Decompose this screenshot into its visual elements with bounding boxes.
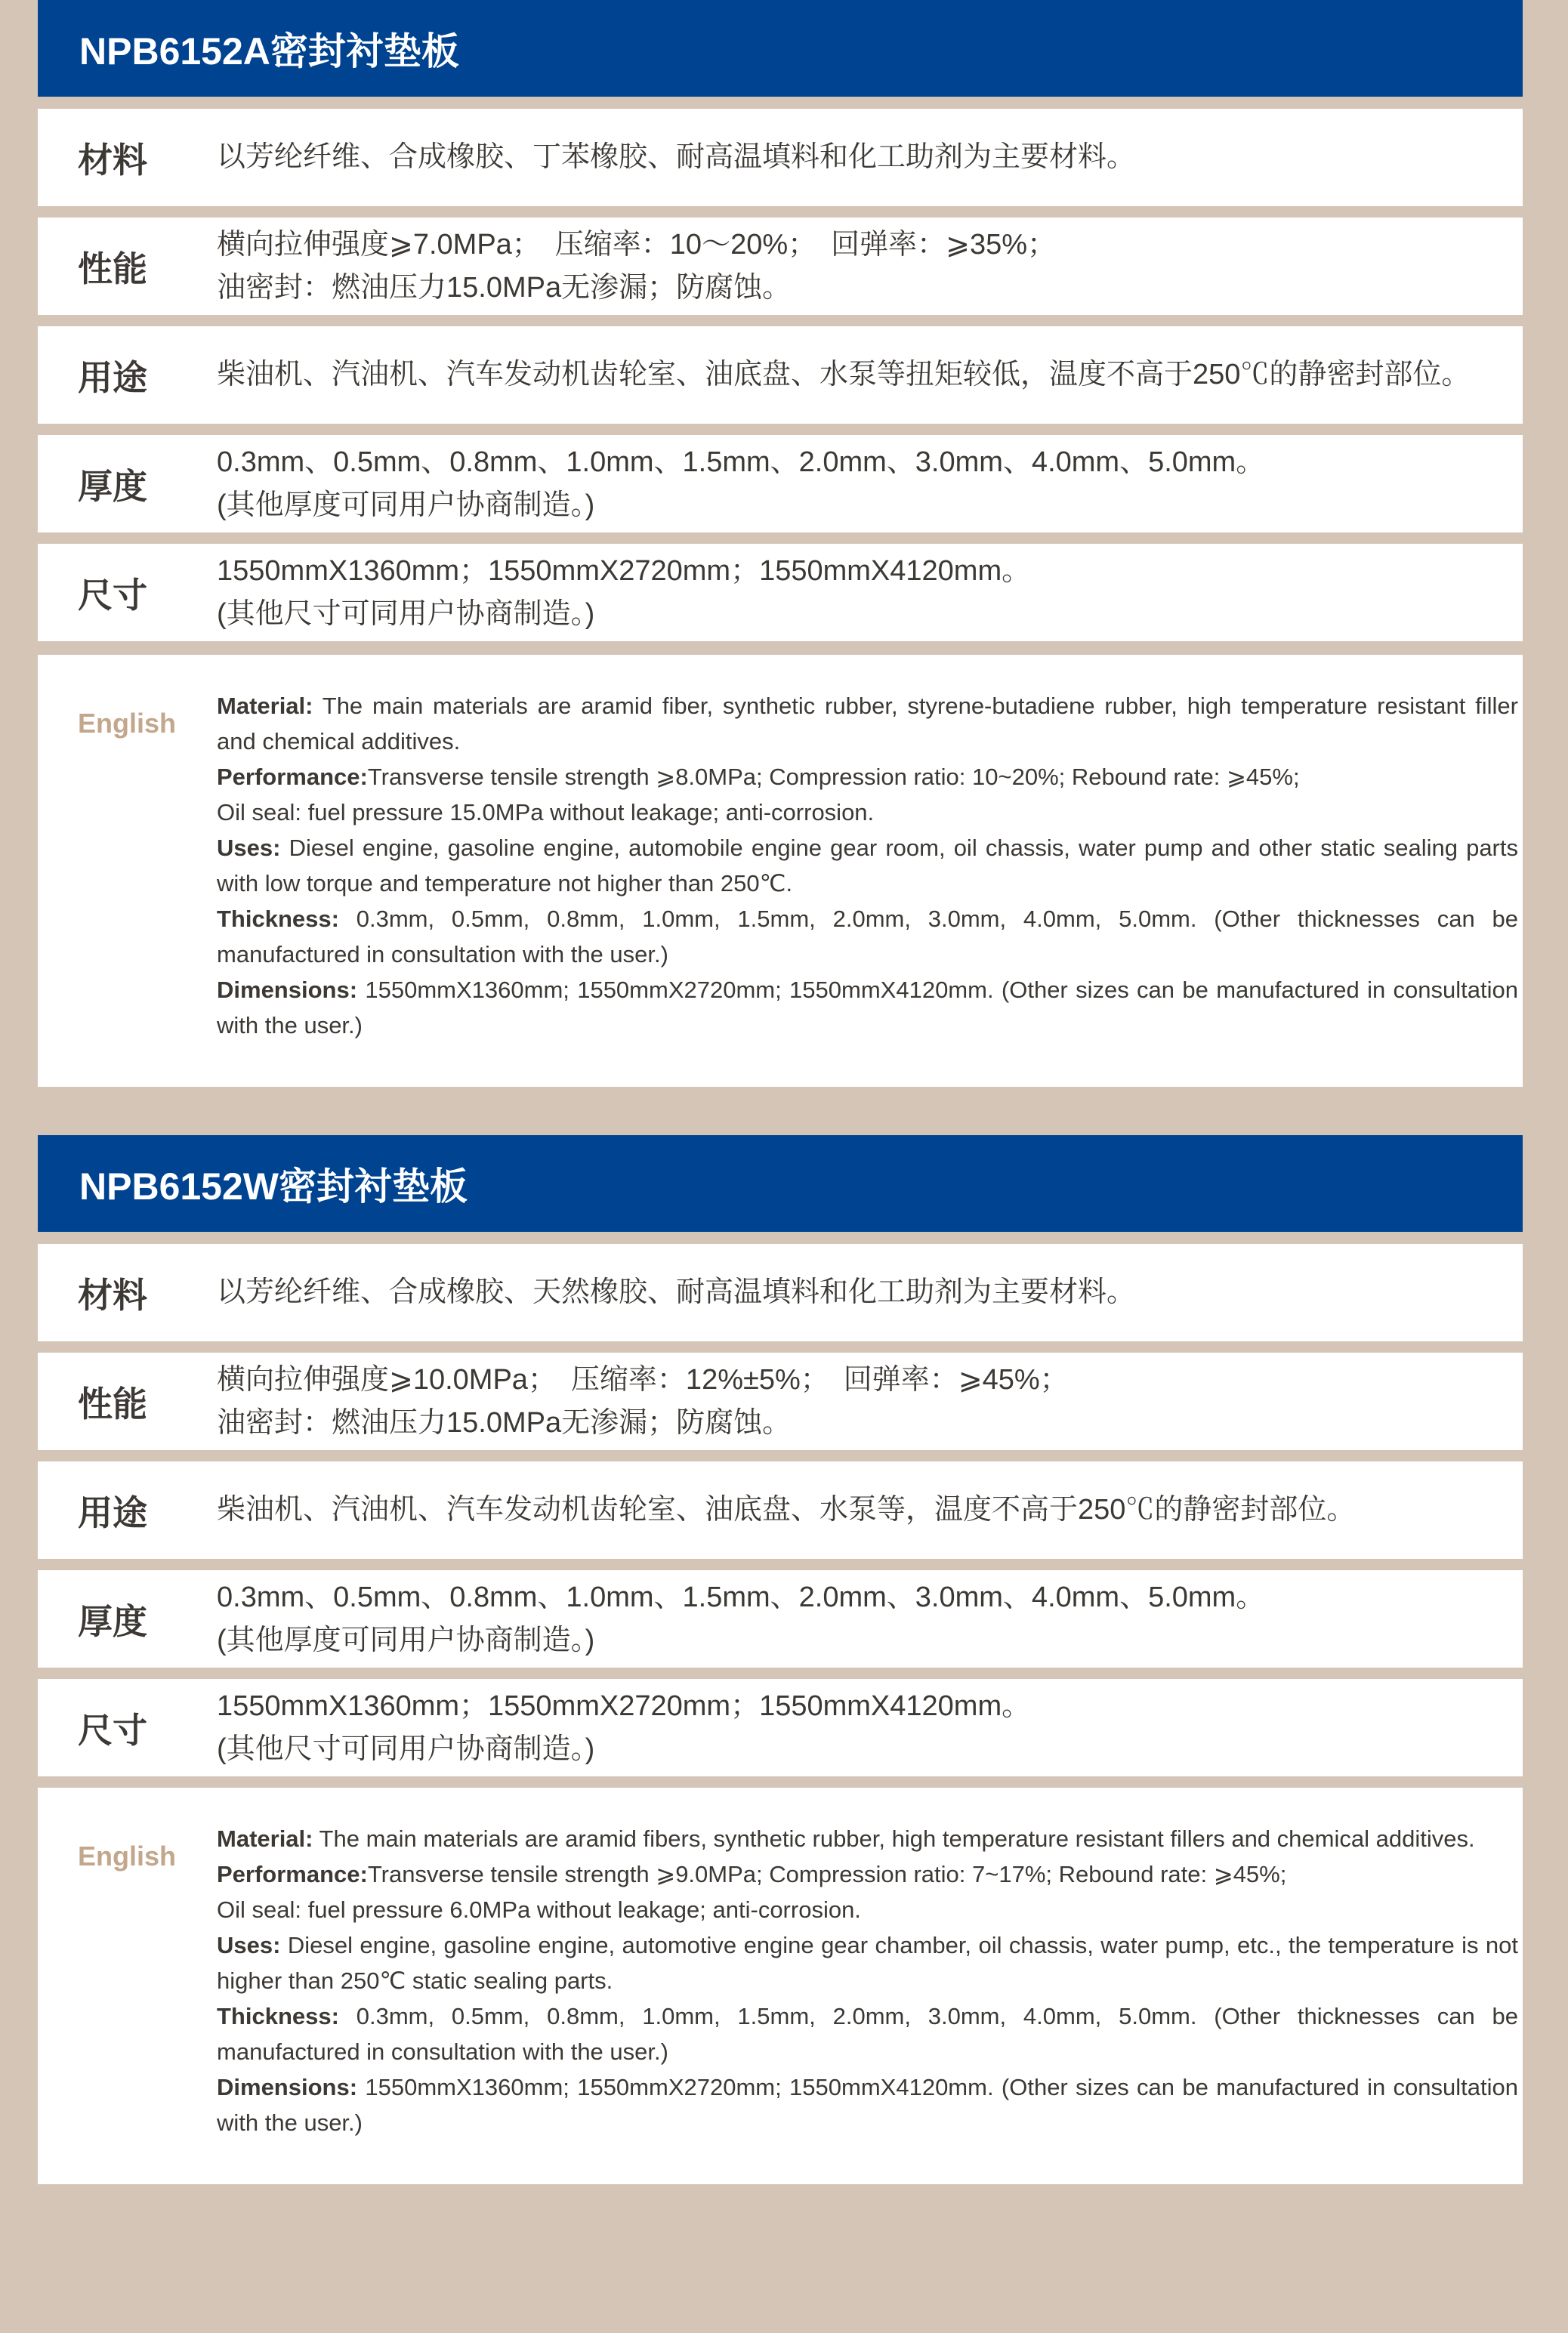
english-paragraph-uses <box>217 830 1518 901</box>
spec-line: 以芳纶纤维、合成橡胶、天然橡胶、耐高温填料和化工助剂为主要材料。 <box>217 1276 1136 1308</box>
spec-line: (其他厚度可同用户协商制造。) <box>217 489 595 521</box>
product-section-npb6152w <box>38 1135 1523 2184</box>
paragraph-text: The main materials are aramid fibers, synthetic rubber, high temperature resistant fillers and chemical additives. <box>313 1825 1475 1852</box>
spec-line: 横向拉伸强度⩾10.0MPa； 压缩率：12%±5%； 回弹率：⩾45%； <box>217 1363 1069 1396</box>
spec-line: (其他厚度可同用户协商制造。) <box>217 1624 595 1656</box>
paragraph-lead: Uses: <box>217 1932 281 1958</box>
spec-row-performance <box>38 218 1523 315</box>
spec-content <box>217 1489 1518 1532</box>
english-paragraph-oil-seal <box>217 1892 1518 1927</box>
english-paragraph-dimensions <box>217 2069 1518 2140</box>
paragraph-lead: Material: <box>217 693 313 719</box>
product-title: NPB6152A密封衬垫板 <box>79 30 459 73</box>
english-text <box>217 688 1518 1043</box>
paragraph-lead: Performance: <box>217 1861 368 1887</box>
spec-label: 尺寸 <box>78 575 147 615</box>
spec-content <box>217 1685 1518 1771</box>
paragraph-text: Transverse tensile strength ⩾8.0MPa; Compression ratio: 10~20%; Rebound rate: ⩾45%; <box>367 764 1300 790</box>
spec-line: (其他尺寸可同用户协商制造。) <box>217 597 595 630</box>
spec-row-thickness <box>38 435 1523 532</box>
spec-line: 1550mmX1360mm；1550mmX2720mm；1550mmX4120mm。 <box>217 1690 1031 1722</box>
spec-line: 1550mmX1360mm；1550mmX2720mm；1550mmX4120mm。 <box>217 554 1031 587</box>
spec-row-material <box>38 1244 1523 1341</box>
spec-line: 柴油机、汽油机、汽车发动机齿轮室、油底盘、水泵等，温度不高于250℃的静密封部位。 <box>217 1494 1356 1526</box>
paragraph-text: Transverse tensile strength ⩾9.0MPa; Compression ratio: 7~17%; Rebound rate: ⩾45%; <box>367 1861 1287 1887</box>
spec-label: 厚度 <box>78 1601 147 1641</box>
spec-line: 油密封：燃油压力15.0MPa无渗漏；防腐蚀。 <box>217 1406 792 1439</box>
product-section-npb6152a <box>38 0 1523 1087</box>
spec-content <box>217 1576 1518 1662</box>
content-column <box>38 0 1523 2184</box>
paragraph-text: Oil seal: fuel pressure 6.0MPa without leakage; anti-corrosion. <box>217 1896 861 1923</box>
spec-content <box>217 1271 1518 1314</box>
paragraph-text: 1550mmX1360mm; 1550mmX2720mm; 1550mmX4120mm. (Other sizes can be manufactured in consultation with the user.) <box>217 2074 1518 2136</box>
english-paragraph-thickness <box>217 901 1518 972</box>
paragraph-text: The main materials are aramid fiber, synthetic rubber, styrene-butadiene rubber, high temperature resistant filler and chemical additives. <box>217 693 1518 755</box>
spec-label: 性能 <box>78 248 147 289</box>
english-paragraph-thickness <box>217 1998 1518 2069</box>
spec-content <box>217 136 1518 179</box>
spec-line: 以芳纶纤维、合成橡胶、丁苯橡胶、耐高温填料和化工助剂为主要材料。 <box>217 141 1136 173</box>
spec-label: 材料 <box>78 140 147 180</box>
spec-label: 厚度 <box>78 466 147 506</box>
paragraph-text: 0.3mm, 0.5mm, 0.8mm, 1.0mm, 1.5mm, 2.0mm, 3.0mm, 4.0mm, 5.0mm. (Other thicknesses can be manufactured in consultation with the user.) <box>217 2003 1518 2065</box>
english-card <box>38 655 1523 1087</box>
paragraph-lead: Dimensions: <box>217 977 358 1003</box>
paragraph-text: 1550mmX1360mm; 1550mmX2720mm; 1550mmX4120mm. (Other sizes can be manufactured in consultation with the user.) <box>217 977 1518 1038</box>
paragraph-text: 0.3mm, 0.5mm, 0.8mm, 1.0mm, 1.5mm, 2.0mm, 3.0mm, 4.0mm, 5.0mm. (Other thicknesses can be manufactured in consultation with the user.) <box>217 906 1518 967</box>
product-title-bar <box>38 1135 1523 1232</box>
english-card <box>38 1788 1523 2184</box>
paragraph-lead: Thickness: <box>217 2003 339 2029</box>
paragraph-lead: Uses: <box>217 835 281 861</box>
spec-label: 尺寸 <box>78 1710 147 1750</box>
spec-line: 横向拉伸强度⩾7.0MPa； 压缩率：10～20%； 回弹率：⩾35%； <box>217 228 1057 261</box>
paragraph-lead: Material: <box>217 1825 313 1852</box>
spec-content <box>217 224 1518 310</box>
spec-row-thickness <box>38 1570 1523 1668</box>
english-paragraph-oil-seal <box>217 795 1518 830</box>
paragraph-text: Diesel engine, gasoline engine, automobile engine gear room, oil chassis, water pump and other static sealing parts with low torque and temperature not higher than 250℃. <box>217 835 1518 896</box>
paragraph-lead: Thickness: <box>217 906 339 932</box>
spec-line: 0.3mm、0.5mm、0.8mm、1.0mm、1.5mm、2.0mm、3.0mm、4.0mm、5.0mm。 <box>217 1581 1265 1613</box>
spec-content <box>217 441 1518 527</box>
spec-content <box>217 550 1518 636</box>
paragraph-lead: Dimensions: <box>217 2074 358 2100</box>
spec-label: 用途 <box>78 1492 147 1532</box>
spec-row-dimensions <box>38 544 1523 641</box>
spec-row-performance <box>38 1353 1523 1450</box>
spec-line: (其他尺寸可同用户协商制造。) <box>217 1733 595 1765</box>
spec-row-uses <box>38 1461 1523 1559</box>
english-text <box>217 1821 1518 2140</box>
english-paragraph-performance <box>217 1856 1518 1892</box>
product-title: NPB6152W密封衬垫板 <box>79 1165 468 1208</box>
english-paragraph-material <box>217 688 1518 759</box>
spec-content <box>217 1359 1518 1445</box>
spec-row-uses <box>38 326 1523 424</box>
spec-label: 用途 <box>78 357 147 397</box>
paragraph-lead: Performance: <box>217 764 368 790</box>
paragraph-text: Diesel engine, gasoline engine, automotive engine gear chamber, oil chassis, water pump, etc., the temperature is not higher than 250℃ static sealing parts. <box>217 1932 1518 1994</box>
spec-row-material <box>38 109 1523 206</box>
english-label: English <box>78 708 177 739</box>
spec-label: 材料 <box>78 1275 147 1315</box>
spec-label: 性能 <box>78 1384 147 1424</box>
english-paragraph-performance <box>217 759 1518 795</box>
spec-line: 油密封：燃油压力15.0MPa无渗漏；防腐蚀。 <box>217 271 792 304</box>
spec-line: 0.3mm、0.5mm、0.8mm、1.0mm、1.5mm、2.0mm、3.0mm、4.0mm、5.0mm。 <box>217 446 1265 478</box>
spec-row-dimensions <box>38 1679 1523 1776</box>
spec-line: 柴油机、汽油机、汽车发动机齿轮室、油底盘、水泵等扭矩较低，温度不高于250℃的静密封部位。 <box>217 359 1471 390</box>
english-label: English <box>78 1841 177 1872</box>
product-title-bar <box>38 0 1523 97</box>
spec-content <box>217 353 1518 397</box>
english-paragraph-material <box>217 1821 1518 1856</box>
paragraph-text: Oil seal: fuel pressure 15.0MPa without leakage; anti-corrosion. <box>217 799 875 825</box>
english-paragraph-dimensions <box>217 972 1518 1043</box>
english-paragraph-uses <box>217 1927 1518 1998</box>
